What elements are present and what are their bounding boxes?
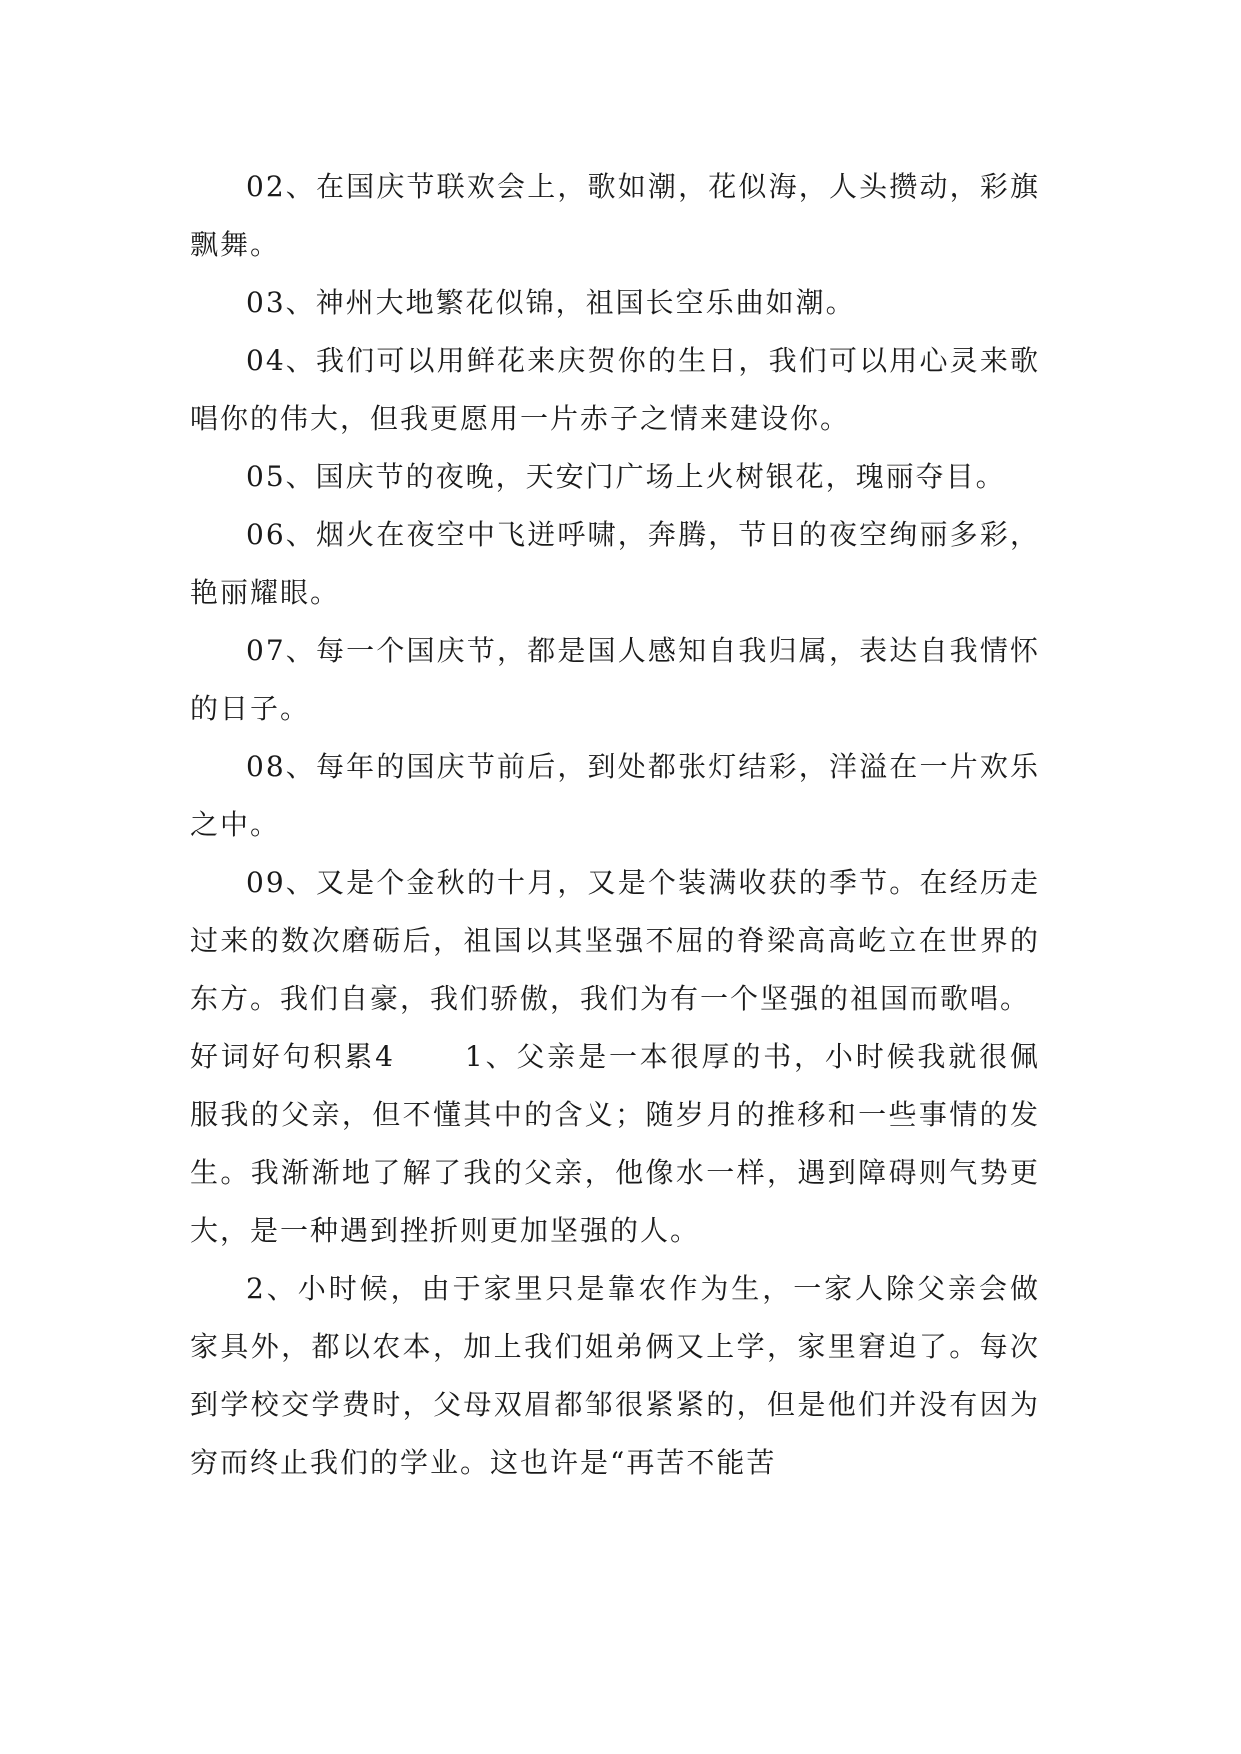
sentence-07: 07、每一个国庆节，都是国人感知自我归属，表达自我情怀的日子。 xyxy=(190,634,1040,725)
sentence-02: 02、在国庆节联欢会上，歌如潮，花似海，人头攒动，彩旗飘舞。 xyxy=(190,170,1040,261)
sentence-03: 03、神州大地繁花似锦，祖国长空乐曲如潮。 xyxy=(246,286,856,319)
sentence-04: 04、我们可以用鲜花来庆贺你的生日，我们可以用心灵来歌唱你的伟大，但我更愿用一片赤子之情来建设你。 xyxy=(190,344,1040,435)
section-heading: 好词好句积累4 xyxy=(190,1040,395,1073)
document-body xyxy=(190,158,1040,1492)
father-item-1: 1、父亲是一本很厚的书，小时候我就很佩服我的父亲，但不懂其中的含义；随岁月的推移和一些事情的发生。我渐渐地了解了我的父亲，他像水一样，遇到障碍则气势更大，是一种遇到挫折则更加坚强的人。 xyxy=(190,1040,1040,1247)
sentence-05: 05、国庆节的夜晚，天安门广场上火树银花，瑰丽夺目。 xyxy=(246,460,1006,493)
father-item-2: 2、小时候，由于家里只是靠农作为生，一家人除父亲会做家具外，都以农本，加上我们姐弟俩又上学，家里窘迫了。每次到学校交学费时，父母双眉都邹很紧紧的，但是他们并没有因为穷而终止我们的学业。这也许是“再苦不能苦 xyxy=(190,1272,1040,1479)
section-4-paragraph xyxy=(190,1028,1040,1260)
sentence-06: 06、烟火在夜空中飞迸呼啸，奔腾，节日的夜空绚丽多彩，艳丽耀眼。 xyxy=(190,518,1040,609)
sentence-08: 08、每年的国庆节前后，到处都张灯结彩，洋溢在一片欢乐之中。 xyxy=(190,750,1040,841)
sentence-09: 09、又是个金秋的十月，又是个装满收获的季节。在经历走过来的数次磨砺后，祖国以其坚强不屈的脊梁高高屹立在世界的东方。我们自豪，我们骄傲，我们为有一个坚强的祖国而歌唱。 xyxy=(190,866,1040,1015)
